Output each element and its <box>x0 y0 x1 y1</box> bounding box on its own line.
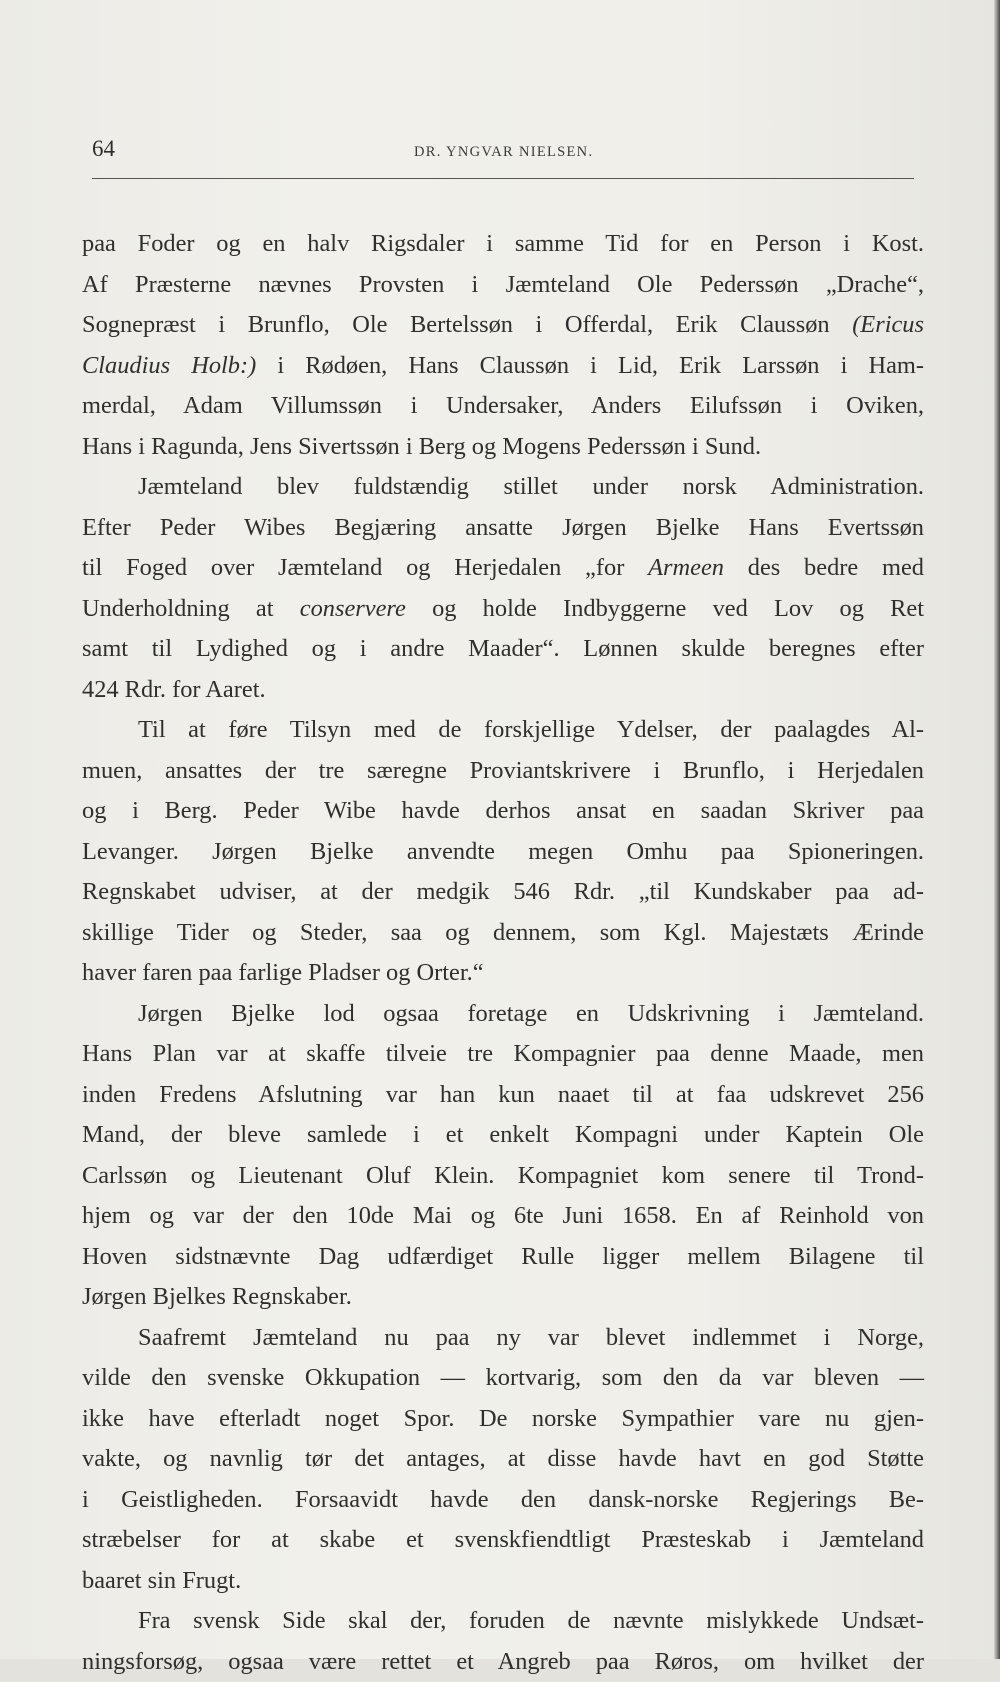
line-text: Hoven sidstnævnte Dag udfærdiget Rulle ligger mellem Bilagene til <box>82 1243 924 1270</box>
italic-text: Claudius Holb:) <box>82 352 256 379</box>
text-line <box>82 791 924 832</box>
page-number: 64 <box>92 136 115 162</box>
line-text: og holde Indbyggerne ved Lov og Ret <box>406 595 924 622</box>
italic-text: conservere <box>300 595 406 622</box>
text-line <box>82 1642 924 1682</box>
text-line <box>82 751 924 792</box>
text-line <box>82 1520 924 1561</box>
text-line <box>82 994 924 1035</box>
text-line <box>82 305 924 346</box>
italic-text: Armeen <box>648 554 724 581</box>
line-text: Carlssøn og Lieutenant Oluf Klein. Kompagniet kom senere til Trond- <box>82 1162 924 1189</box>
line-text: Fra svensk Side skal der, foruden de nævnte mislykkede Undsæt- <box>138 1607 924 1634</box>
line-text: Hans Plan var at skaffe tilveie tre Kompagnier paa denne Maade, men <box>82 1040 924 1067</box>
text-line <box>82 1439 924 1480</box>
line-text: Underholdning at <box>82 595 274 622</box>
text-line <box>82 386 924 427</box>
page-header <box>92 136 914 166</box>
text-line <box>82 346 924 387</box>
line-text: inden Fredens Afslutning var han kun naaet til at faa udskrevet 256 <box>82 1081 924 1108</box>
line-text: hjem og var der den 10de Mai og 6te Juni 1658. En af Reinhold von <box>82 1202 924 1229</box>
line-text: paa Foder og en halv Rigsdaler i samme Tid for en Person i Kost. <box>82 230 924 257</box>
text-line <box>82 1561 924 1602</box>
text-line <box>82 1196 924 1237</box>
text-line <box>82 589 924 630</box>
line-text: samt til Lydighed og i andre Maader“. Lønnen skulde beregnes efter <box>82 635 924 662</box>
line-text: Regnskabet udviser, at der medgik 546 Rdr. „til Kundskaber paa ad- <box>82 878 924 905</box>
text-line <box>82 265 924 306</box>
text-line <box>82 1399 924 1440</box>
page-edge-shadow <box>994 0 1000 1659</box>
text-line <box>82 1034 924 1075</box>
header-rule <box>92 178 914 179</box>
line-text: Efter Peder Wibes Begjæring ansatte Jørgen Bjelke Hans Evertssøn <box>82 514 924 541</box>
text-line <box>82 710 924 751</box>
line-text: i Rødøen, Hans Claussøn i Lid, Erik Larssøn i Ham- <box>256 352 924 379</box>
text-line <box>82 1115 924 1156</box>
line-text: 424 Rdr. for Aaret. <box>82 676 266 703</box>
line-text: Af Præsterne nævnes Provsten i Jæmteland Ole Pederssøn „Drache“, <box>82 271 924 298</box>
line-text: Jørgen Bjelke lod ogsaa foretage en Udskrivning i Jæmteland. <box>138 1000 924 1027</box>
text-line <box>82 467 924 508</box>
text-line <box>82 832 924 873</box>
text-line <box>82 508 924 549</box>
running-head: DR. YNGVAR NIELSEN. <box>414 144 593 161</box>
text-line <box>82 1318 924 1359</box>
line-text: Mand, der bleve samlede i et enkelt Kompagni under Kaptein Ole <box>82 1121 924 1148</box>
line-text: skillige Tider og Steder, saa og dennem, som Kgl. Majestæts Ærinde <box>82 919 924 946</box>
line-text: Saafremt Jæmteland nu paa ny var blevet indlemmet i Norge, <box>138 1324 924 1351</box>
text-line <box>82 1277 924 1318</box>
line-text: Sognepræst i Brunflo, Ole Bertelssøn i Offerdal, Erik Claussøn <box>82 311 830 338</box>
line-text: til Foged over Jæmteland og Herjedalen „for <box>82 554 624 581</box>
text-line <box>82 1358 924 1399</box>
line-text: Hans i Ragunda, Jens Sivertssøn i Berg og Mogens Pederssøn i Sund. <box>82 433 761 460</box>
line-text: ikke have efterladt noget Spor. De norske Sympathier vare nu gjen- <box>82 1405 924 1432</box>
line-text: stræbelser for at skabe et svenskfiendtligt Præsteskab i Jæmteland <box>82 1526 924 1553</box>
line-text: Jørgen Bjelkes Regnskaber. <box>82 1283 352 1310</box>
text-line <box>82 548 924 589</box>
text-line <box>82 1156 924 1197</box>
line-text: merdal, Adam Villumssøn i Undersaker, Anders Eilufssøn i Oviken, <box>82 392 924 419</box>
text-line <box>82 629 924 670</box>
line-text: muen, ansattes der tre særegne Proviantskrivere i Brunflo, i Herjedalen <box>82 757 924 784</box>
line-text: baaret sin Frugt. <box>82 1567 241 1594</box>
line-text: vakte, og navnlig tør det antages, at disse havde havt en god Støtte <box>82 1445 924 1472</box>
text-line <box>82 1480 924 1521</box>
line-text: Til at føre Tilsyn med de forskjellige Ydelser, der paalagdes Al- <box>138 716 924 743</box>
line-text: des bedre med <box>724 554 924 581</box>
text-line <box>82 953 924 994</box>
line-text: vilde den svenske Okkupation — kortvarig, som den da var bleven — <box>82 1364 924 1391</box>
line-text: haver faren paa farlige Pladser og Orter.“ <box>82 959 484 986</box>
text-line <box>82 670 924 711</box>
line-text: i Geistligheden. Forsaavidt havde den dansk-norske Regjerings Be- <box>82 1486 924 1513</box>
line-text: ningsforsøg, ogsaa være rettet et Angreb paa Røros, om hvilket der <box>82 1648 924 1675</box>
text-line <box>82 1237 924 1278</box>
text-line <box>82 872 924 913</box>
line-text: Levanger. Jørgen Bjelke anvendte megen Omhu paa Spioneringen. <box>82 838 924 865</box>
line-text: Jæmteland blev fuldstændig stillet under norsk Administration. <box>138 473 924 500</box>
italic-text: (Ericus <box>852 311 924 338</box>
text-line <box>82 1601 924 1642</box>
line-text: og i Berg. Peder Wibe havde derhos ansat en saadan Skriver paa <box>82 797 924 824</box>
text-line <box>82 913 924 954</box>
text-line <box>82 1075 924 1116</box>
text-line <box>82 224 924 265</box>
text-line <box>82 427 924 468</box>
body-text <box>82 224 924 1682</box>
